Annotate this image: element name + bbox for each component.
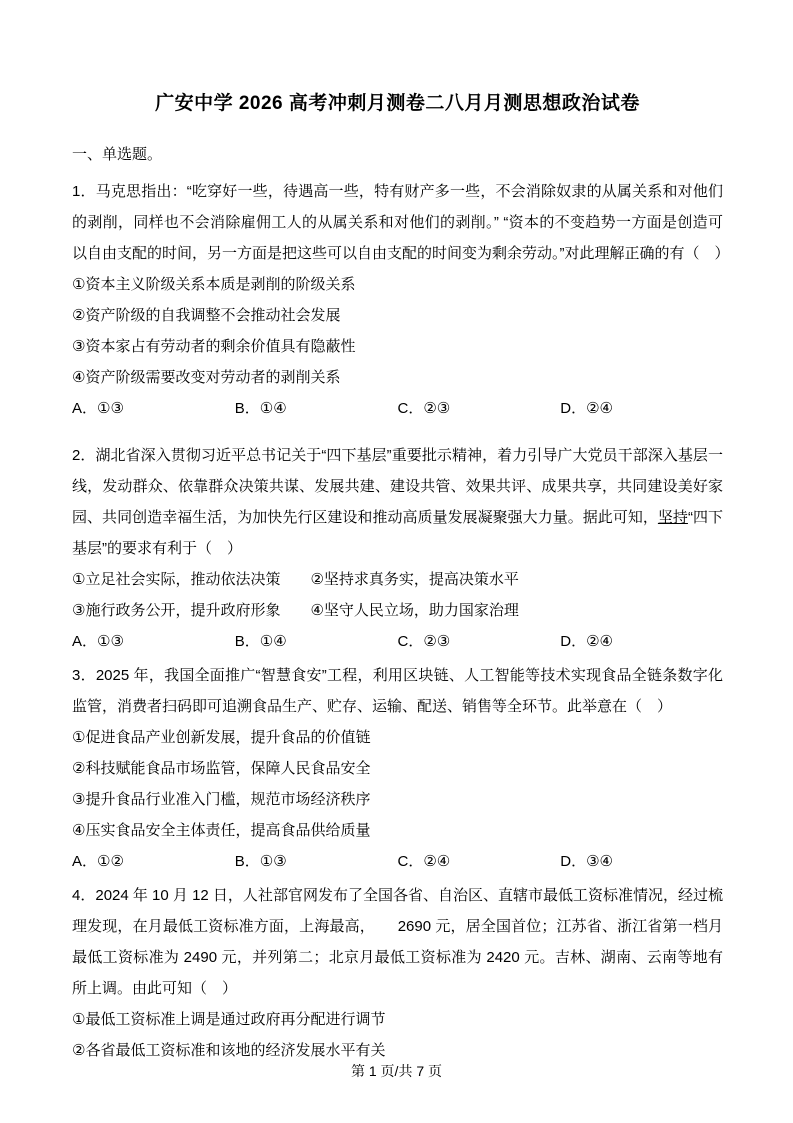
question-1-option-a: A．①③ [72,400,124,417]
question-3-option-c: C．②④ [397,853,451,870]
question-1-choice-1: ①资本主义阶级关系本质是剥削的阶级关系 [72,276,356,293]
question-2-stem-underlined: 坚持 [657,509,688,526]
question-1-option-b: B．①④ [234,400,287,417]
question-3-option-d: D．③④ [560,853,613,870]
question-3-option-b: B．①③ [234,853,287,870]
question-3-choice-2: ②科技赋能食品市场监管，保障人民食品安全 [72,760,371,777]
question-2 [72,440,723,657]
exam-title: 广安中学 2026 高考冲刺月测卷二八月月测思想政治试卷 [155,93,640,114]
question-2-stem-text-end: “四下基层”的要求有利于（ ） [72,509,723,557]
question-2-stem-text: 2．湖北省深入贯彻习近平总书记关于“四下基层”重要批示精神，着力引导广大党员干部深入基层一线，发动群众、依靠群众决策共谋、发展共建、建设共管、效果共评、成果共享，共同建设美好家园、共同创造幸福生活，为加快先行区建设和推动高质量发展凝聚强大力量。据此可知， [72,447,723,526]
question-2-option-d: D．②④ [560,633,613,650]
question-1 [72,176,730,424]
question-3-choice-1: ①促进食品产业创新发展，提升食品的价值链 [72,729,371,746]
question-3-option-a: A．①② [72,853,124,870]
question-3 [72,660,723,877]
question-2-stem [72,440,723,564]
question-1-options [72,393,723,424]
page-footer: 第 1 页/共 7 页 [350,1063,443,1079]
question-1-choice-2: ②资产阶级的自我调整不会推动社会发展 [72,307,341,324]
question-2-option-b: B．①④ [234,633,287,650]
question-2-choice-line-2: ③施行政务公开，提升政府形象 ④坚守人民立场，助力国家治理 [72,602,519,619]
question-2-options [72,626,723,657]
question-1-choice-3: ③资本家占有劳动者的剩余价值具有隐蔽性 [72,338,356,355]
section-heading: 一、单选题。 [72,146,163,163]
question-4-choice-2: ②各省最低工资标准和该地的经济发展水平有关 [72,1042,386,1059]
question-3-choice-3: ③提升食品行业准入门槛，规范市场经济秩序 [72,791,371,808]
question-1-stem: 1．马克思指出：“吃穿好一些，待遇高一些，特有财产多一些，不会消除奴隶的从属关系和对他们的剥削，同样也不会消除雇佣工人的从属关系和对他们的剥削。” “资本的不变趋势一方面是创造可以自由支配的时间，另一方面是把这些可以自由支配的时间变为剩余劳动。”对此理解正确的有（ ） [72,183,730,262]
question-3-choice-4: ④压实食品安全主体责任，提高食品供给质量 [72,822,371,839]
question-2-option-c: C．②③ [397,633,451,650]
question-4-choice-1: ①最低工资标准上调是通过政府再分配进行调节 [72,1011,386,1028]
question-3-options [72,846,723,877]
question-1-option-c: C．②③ [397,400,451,417]
question-2-choice-line-1: ①立足社会实际，推动依法决策 ②坚持求真务实，提高决策水平 [72,571,519,588]
question-1-choice-4: ④资产阶级需要改变对劳动者的剥削关系 [72,369,341,386]
question-2-option-a: A．①③ [72,633,124,650]
question-4 [72,880,723,1066]
question-1-option-d: D．②④ [560,400,613,417]
question-4-stem: 4．2024 年 10 月 12 日，人社部官网发布了全国各省、自治区、直辖市最低工资标准情况，经过梳理发现，在月最低工资标准方面，上海最高， 2690 元，居全国首位；江苏省、浙江省第一档月最低工资标准为 2490 元，并列第二；北京月最低工资标准为 2420 元。吉林、湖南、云南等地有所上调。由此可知（ ） [72,887,723,997]
question-3-stem: 3．2025 年，我国全面推广“智慧食安”工程，利用区块链、人工智能等技术实现食品全链条数字化监管，消费者扫码即可追溯食品生产、贮存、运输、配送、销售等全环节。此举意在（ ） [72,667,723,715]
